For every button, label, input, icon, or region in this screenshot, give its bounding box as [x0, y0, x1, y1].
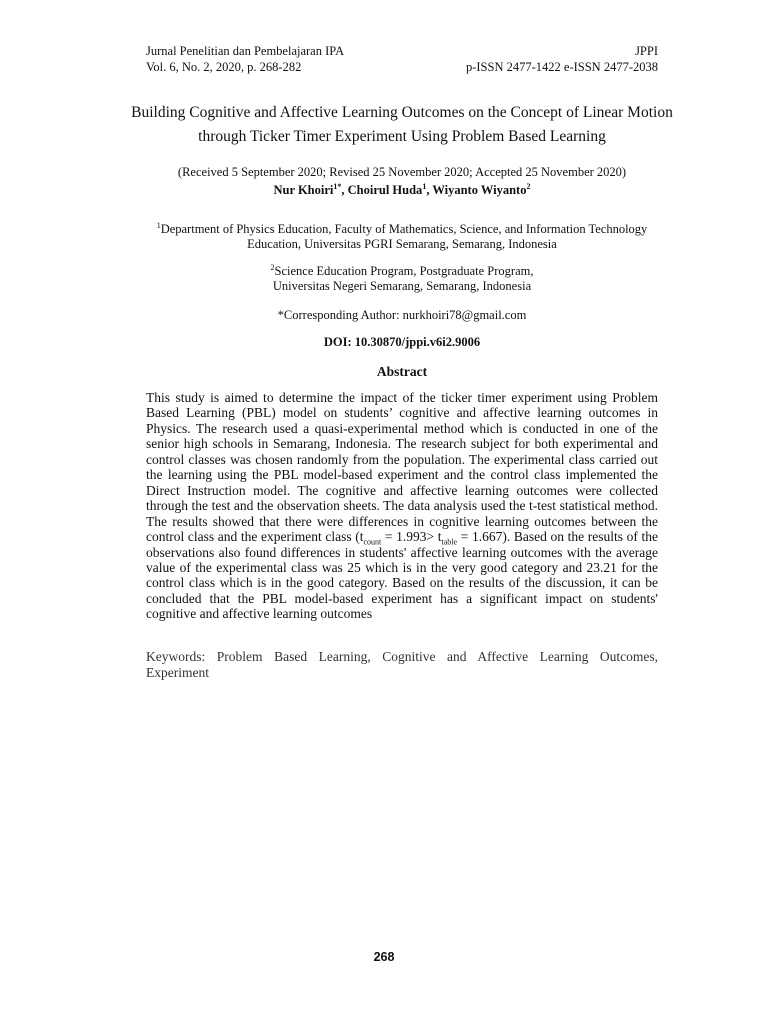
t-count-value: = 1.993> t	[381, 529, 442, 545]
author-separator: ,	[426, 183, 433, 197]
doi: DOI: 10.30870/jppi.v6i2.9006	[323, 335, 481, 349]
abstract-heading: Abstract	[376, 364, 428, 379]
abstract-text-part-1: This study is aimed to determine the impact of the ticker timer experiment using Problem Based Learning (PBL) model on students’ cognitive and affective learning outcomes in Physics. The research used a quasi-experimental method which is conducted in one of the senior high schools in Semarang, Indonesia. The research subject for both experimental and control classes was chosen randomly from the population. The experimental class carried out the learning using the PBL model-based experiment and the control class implemented the Direct Instruction model. The cognitive and affective learning outcomes were collected through the test and the observation sheets. The data analysis used the t-test statistical method. The results showed that there were differences in cognitive learning outcomes between the control class and the experiment class (t	[146, 390, 658, 545]
running-header	[146, 43, 658, 75]
abstract-text-part-2: = 1.667). Based on the results of the observations also found differences in students' affective learning outcomes with the average value of the experimental class was 25 which is in the very good category and 23.21 for the control class which is in the good category. Based on the results of the discussion, it can be concluded that the PBL model-based experiment has a significant impact on students' cognitive and affective learning outcomes	[146, 529, 658, 622]
page-number: 268	[373, 950, 395, 964]
author-separator: ,	[341, 183, 348, 197]
t-table-subscript: table	[441, 537, 458, 547]
author-mark: 2	[526, 181, 531, 191]
journal-abbreviation: JPPI	[635, 44, 658, 58]
author-mark: 1*	[333, 181, 342, 191]
author-name: Nur Khoiri	[273, 183, 334, 197]
abstract-body	[146, 390, 658, 622]
volume-info: Vol. 6, No. 2, 2020, p. 268-282	[146, 60, 302, 74]
affiliation-mark: 2	[270, 262, 275, 272]
affiliation-line-2: Universitas Negeri Semarang, Semarang, Indonesia	[272, 279, 532, 293]
author-name: Wiyanto Wiyanto	[432, 183, 527, 197]
affiliation-line-1: Science Education Program, Postgraduate Program,	[274, 264, 534, 278]
corresponding-author: *Corresponding Author: nurkhoiri78@gmail.com	[277, 308, 527, 322]
keywords: Keywords: Problem Based Learning, Cognitive and Affective Learning Outcomes, Experiment	[146, 649, 658, 680]
author-list	[120, 182, 684, 198]
author-name: Choirul Huda	[347, 183, 423, 197]
affiliation-mark: 1	[156, 220, 161, 230]
affiliation-2	[140, 264, 664, 294]
paper-title: Building Cognitive and Affective Learning Outcomes on the Concept of Linear Motion through Ticker Timer Experiment Using Problem Based Learning	[131, 104, 673, 145]
t-count-subscript: count	[363, 537, 382, 547]
received-dates: (Received 5 September 2020; Revised 25 November 2020; Accepted 25 November 2020)	[177, 165, 627, 179]
author-mark: 1	[422, 181, 427, 191]
journal-name: Jurnal Penelitian dan Pembelajaran IPA	[146, 44, 345, 58]
affiliation-text: Department of Physics Education, Faculty of Mathematics, Science, and Information Technology Education, Universitas PGRI Semarang, Semarang, Indonesia	[160, 222, 648, 251]
issn: p-ISSN 2477-1422 e-ISSN 2477-2038	[465, 60, 658, 74]
affiliation-1	[140, 222, 664, 252]
